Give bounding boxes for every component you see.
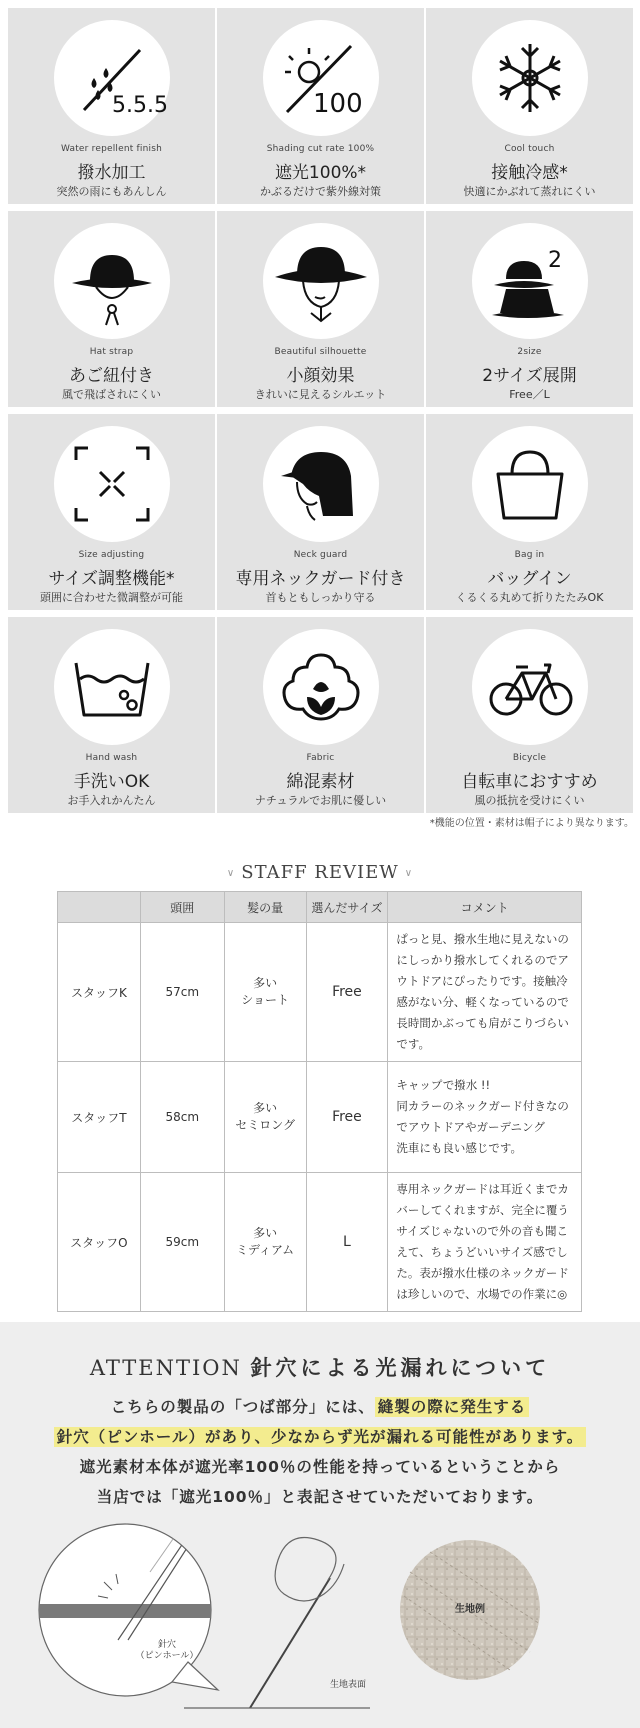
comment: 専用ネックガードは耳近くまでカバーしてくれますが、完全に覆うサイズじゃないので外の音も聞こえて、ちょうどいいサイズ感でした。表が撥水仕様のネックガードは珍しいので、水場での作業に◎ [388,1173,582,1312]
feature-jp: 撥水加工 [77,163,146,183]
feature-sub: Free／L [509,388,550,401]
staff-name: スタッフK [58,923,141,1062]
chevron-down-icon: ∨ [404,867,414,879]
comment: ぱっと見、撥水生地に見えないのにしっかり撥水してくれるのでアウトドアにぴったりです。接触冷感がない分、軽くなっているので長時間かぶっても肩がこりづらいです。 [388,923,582,1062]
cotton-icon [263,629,379,745]
attention-line-2 [0,1425,640,1447]
table-row [58,1173,582,1312]
shading-100-icon [263,20,379,136]
chosen-size: Free [306,923,388,1062]
feature-jp: 遮光100%* [274,163,367,183]
feature-en: Fabric [306,753,335,763]
table-header: コメント [388,892,582,923]
feature-sub: かぶるだけで紫外線対策 [260,185,381,198]
feature-fabric [217,617,424,813]
feature-sub: 快適にかぶれて蒸れにくい [463,185,596,198]
highlight-text: 縫製の際に発生する [375,1397,530,1417]
water-repellent-icon [54,20,170,136]
feature-neck-guard [217,414,424,610]
feature-en: Bag in [514,550,545,560]
attention-section [0,1322,640,1728]
feature-footnote: *機能の位置・素材は帽子により異なります。 [429,818,634,829]
staff-name: スタッフO [58,1173,141,1312]
neck-guard-icon [263,426,379,542]
feature-jp: 接触冷感* [491,163,568,183]
staff-review-title [0,862,640,883]
chevron-down-icon: ∨ [226,867,236,879]
feature-en: Shading cut rate 100% [266,144,375,154]
table-header [58,892,141,923]
staff-review-table [57,891,582,1312]
feature-water-repellent [8,8,215,204]
snowflake-icon [472,20,588,136]
feature-size-adjusting [8,414,215,610]
hand-wash-icon [54,629,170,745]
tote-bag-icon [472,426,588,542]
attention-title-en: ATTENTION [89,1356,242,1380]
feature-bag-in [426,414,633,610]
head-size: 59cm [140,1173,224,1312]
feature-cool-touch [426,8,633,204]
two-size-hat-icon [472,223,588,339]
svg-text:2: 2 [547,248,562,273]
attention-line-1a: こちらの製品の「つば部分」には、 [110,1398,375,1416]
bicycle-icon [472,629,588,745]
feature-jp: 手洗いOK [73,772,150,792]
feature-sub: お手入れかんたん [67,794,156,807]
staff-review-heading: STAFF REVIEW [241,862,399,883]
feature-sub: 突然の雨にもあんしん [56,185,167,198]
attention-line-1 [0,1395,640,1417]
feature-en: Bicycle [512,753,547,763]
svg-text:5.5.5: 5.5.5 [111,93,168,118]
attention-title-jp: 針穴による光漏れについて [250,1356,551,1380]
feature-sub: ナチュラルでお肌に優しい [254,794,387,807]
staff-name: スタッフT [58,1062,141,1173]
pinhole-caption: 針穴 （ピンホール） [135,1640,199,1661]
hair-amount: 多い ミディアム [224,1173,306,1312]
pinhole-illustration [0,1512,640,1728]
attention-line-4: 当店では「遮光100％」と表記させていただいております。 [96,1488,544,1506]
feature-jp: 自転車におすすめ [461,772,598,792]
feature-jp: バッグイン [487,569,572,589]
feature-jp: サイズ調整機能* [48,569,175,589]
feature-en: Hand wash [85,753,138,763]
hair-amount: 多い セミロング [224,1062,306,1173]
fabric-sample-caption: 生地例 [455,1604,485,1615]
feature-en: Hat strap [89,347,134,357]
feature-jp: 2サイズ展開 [482,366,577,386]
feature-en: Cool touch [504,144,555,154]
hat-strap-icon [54,223,170,339]
table-header: 選んだサイズ [306,892,388,923]
feature-sub: くるくる丸めて折りたたみOK [455,591,604,604]
highlight-text: 針穴（ピンホール）があり、少なからず光が漏れる可能性があります。 [54,1427,586,1447]
size-adjust-arrows-icon [54,426,170,542]
feature-silhouette [217,211,424,407]
feature-hand-wash [8,617,215,813]
head-size: 57cm [140,923,224,1062]
chosen-size: L [306,1173,388,1312]
feature-sub: 頭囲に合わせた微調整が可能 [40,591,183,604]
table-row [58,923,582,1062]
feature-en: Neck guard [293,550,348,560]
chosen-size: Free [306,1062,388,1173]
feature-jp: 専用ネックガード付き [235,569,406,589]
feature-jp: 綿混素材 [286,772,355,792]
head-size: 58cm [140,1062,224,1173]
feature-en: Water repellent finish [60,144,163,154]
feature-en: 2size [517,347,542,357]
feature-sub: 風の抵抗を受けにくい [474,794,585,807]
table-row [58,1062,582,1173]
feature-2size [426,211,633,407]
feature-sub: 風で飛ばされにくい [62,388,161,401]
feature-sub: きれいに見えるシルエット [254,388,387,401]
silhouette-face-icon [263,223,379,339]
feature-shading [217,8,424,204]
attention-line-3: 遮光素材本体が遮光率100％の性能を持っているということから [79,1458,561,1476]
feature-en: Beautiful silhouette [274,347,367,357]
feature-jp: 小顔効果 [286,366,355,386]
table-header: 頭囲 [140,892,224,923]
table-header-row [58,892,582,923]
feature-jp: あご紐付き [69,366,154,386]
attention-title [0,1352,640,1382]
comment: キャップで撥水 !! 同カラーのネックガード付きなのでアウトドアやガーデニング 洗車にも良い感じです。 [388,1062,582,1173]
feature-sub: 首もともしっかり守る [265,591,376,604]
feature-bicycle [426,617,633,813]
feature-hat-strap [8,211,215,407]
hair-amount: 多い ショート [224,923,306,1062]
feature-en: Size adjusting [78,550,145,560]
svg-text:100: 100 [312,89,363,119]
fabric-surface-caption: 生地表面 [329,1680,366,1690]
table-header: 髪の量 [224,892,306,923]
